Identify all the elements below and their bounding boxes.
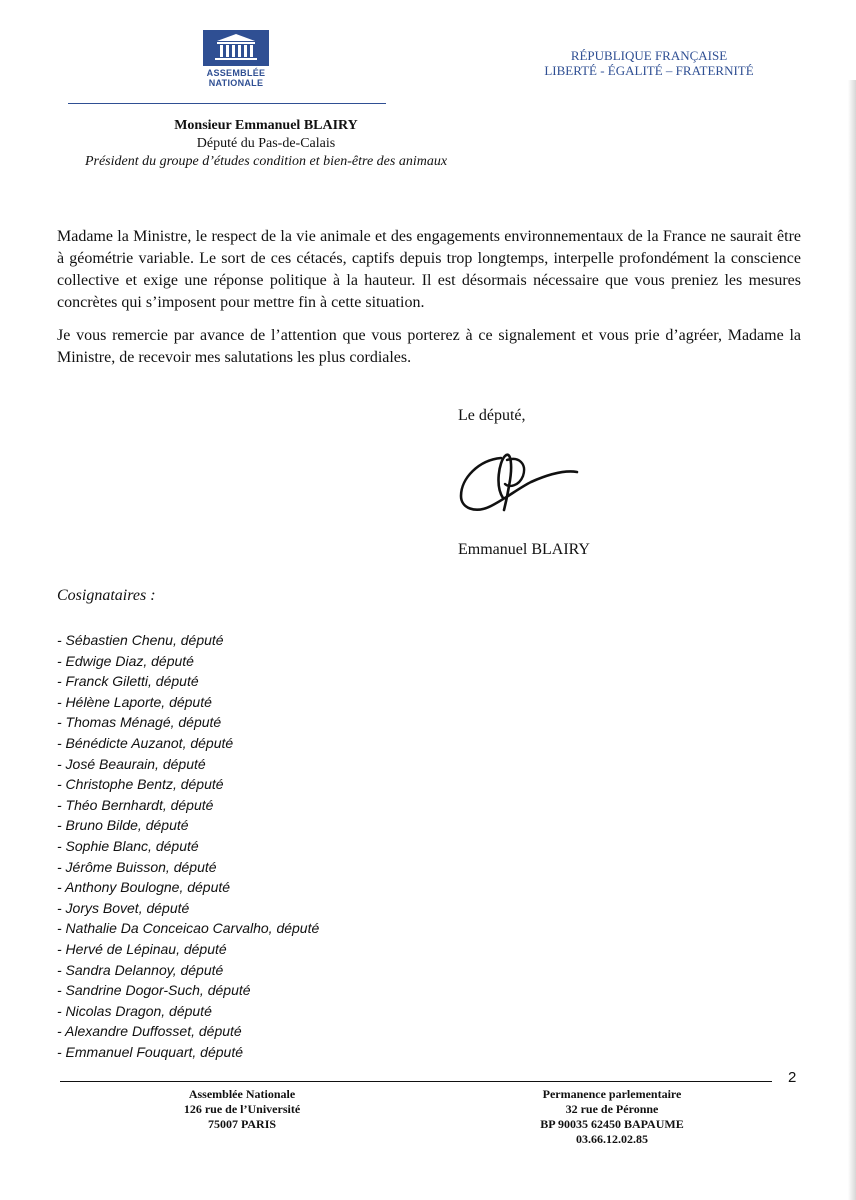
body-paragraph-2: Je vous remercie par avance de l’attention que vous porterez à ce signalement et vous prie d’agréer, Madame la Ministre, de recevoir mes salutations les plus cordiales. [57, 327, 801, 366]
body-paragraph-1: Madame la Ministre, le respect de la vie animale et des engagements environnementaux de la France ne saurait être à géométrie variable. Le sort de ces cétacés, captifs depuis trop longtemps, interpelle profondément la conscience collective et exige une réponse politique à la hauteur. Il est désormais nécessaire que vous preniez les mesures concrètes qui s’imposent pour mettre fin à cette situation. [57, 228, 801, 311]
cosignatory-item: - Thomas Ménagé, député [57, 714, 222, 731]
cosignatory-item: - Sandrine Dogor-Such, député [57, 982, 251, 999]
page-edge-shadow [848, 80, 856, 1200]
assembly-building-icon [203, 30, 269, 66]
closing-salutation: Le député, [458, 407, 526, 424]
cosignatory-item: - Théo Bernhardt, député [57, 796, 214, 813]
republic-title: RÉPUBLIQUE FRANÇAISE [570, 48, 728, 63]
page-number: 2 [788, 1069, 797, 1086]
logo-line-2: NATIONALE [208, 78, 264, 88]
cosignatory-item: - Nicolas Dragon, député [57, 1002, 212, 1019]
logo-line-1: ASSEMBLÉE [206, 68, 266, 78]
cosignatory-item: - Jérôme Buisson, député [57, 858, 217, 875]
cosignatories-title: Cosignataires : [57, 587, 156, 604]
cosignatory-item: - Sandra Delannoy, député [57, 961, 224, 978]
footer-right-line-2: 32 rue de Péronne [565, 1102, 659, 1116]
footer-assembly-address [112, 1087, 372, 1132]
cosignatory-item: - Edwige Diaz, député [57, 652, 194, 669]
republic-header [520, 48, 778, 78]
cosignatory-item: - Franck Giletti, député [57, 673, 199, 690]
footer-divider [60, 1081, 772, 1082]
assemblee-nationale-logo [198, 30, 274, 94]
footer-left-line-3: 75007 PARIS [207, 1117, 277, 1131]
logo-text [198, 68, 274, 88]
cosignatory-item: - Christophe Bentz, député [57, 776, 224, 793]
signer-name: Emmanuel BLAIRY [458, 541, 590, 558]
cosignatory-item: - Alexandre Duffosset, député [57, 1023, 242, 1040]
sender-block [40, 117, 492, 171]
cosignatory-item: - Hélène Laporte, député [57, 693, 212, 710]
cosignatory-item: - Emmanuel Fouquart, député [57, 1043, 243, 1060]
sender-constituency: Député du Pas-de-Calais [196, 136, 336, 151]
handwritten-signature [455, 444, 585, 526]
sender-role: Président du groupe d’études condition et bien-être des animaux [84, 154, 448, 169]
cosignatory-item: - Sophie Blanc, député [57, 837, 199, 854]
cosignatory-item: - Bénédicte Auzanot, député [57, 734, 234, 751]
footer-right-line-4: 03.66.12.02.85 [576, 1132, 648, 1146]
footer-right-line-3: BP 90035 62450 BAPAUME [540, 1117, 684, 1131]
cosignatory-item: - Bruno Bilde, député [57, 817, 189, 834]
sender-name: Monsieur Emmanuel BLAIRY [174, 118, 358, 133]
cosignatory-item: - Hervé de Lépinau, député [57, 940, 227, 957]
footer-office-address [482, 1087, 742, 1147]
cosignatory-item: - Anthony Boulogne, député [57, 879, 231, 896]
cosignatory-item: - Sébastien Chenu, député [57, 632, 224, 648]
footer-left-line-1: Assemblée Nationale [188, 1087, 296, 1101]
republic-motto: LIBERTÉ - ÉGALITÉ – FRATERNITÉ [544, 63, 754, 78]
cosignatory-item: - Nathalie Da Conceicao Carvalho, député [57, 920, 320, 937]
cosignatory-item: - Jorys Bovet, député [57, 899, 190, 916]
footer-right-line-1: Permanence parlementaire [542, 1087, 682, 1101]
header-divider [68, 103, 386, 104]
cosignatory-item: - José Beaurain, député [57, 755, 206, 772]
cosignatories-list [57, 630, 319, 1062]
footer-left-line-2: 126 rue de l’Université [183, 1102, 301, 1116]
